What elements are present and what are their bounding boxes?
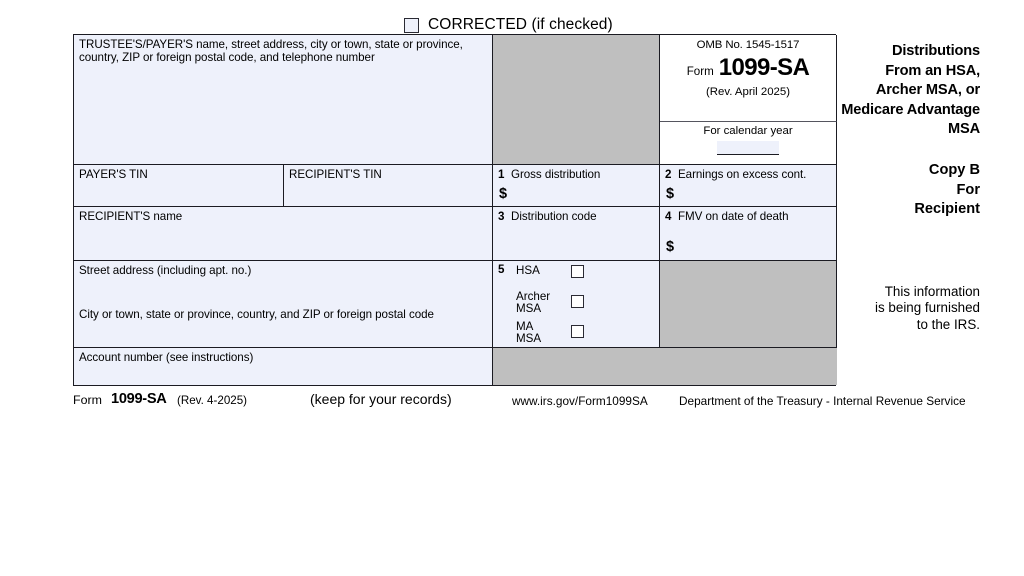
box-5-option-archer-msa[interactable] <box>516 291 646 316</box>
account-number-field[interactable] <box>74 347 493 385</box>
recipient-name-field[interactable] <box>74 206 493 260</box>
box-5-option-ma-msa[interactable] <box>516 321 646 346</box>
corrected-row <box>404 14 613 36</box>
form-grid <box>73 34 836 386</box>
box-4-label: FMV on date of death <box>678 210 789 223</box>
box-5-archer-checkbox[interactable] <box>571 295 584 308</box>
header-shaded-block <box>493 35 660 164</box>
box-2-currency: $ <box>666 186 675 202</box>
payer-name-address-value <box>74 65 492 71</box>
recipient-address-field[interactable] <box>74 260 493 347</box>
box-1-label: Gross distribution <box>511 168 601 181</box>
copy-b-line-2: For <box>956 181 980 198</box>
form-footer <box>73 390 980 408</box>
recipient-street-value <box>74 277 492 281</box>
box-5-number: 5 <box>498 263 505 276</box>
box-5-hsa-label-line1: HSA <box>516 264 540 277</box>
form-title-line-2: From an HSA, <box>885 62 980 79</box>
payer-tin-field[interactable] <box>74 164 284 206</box>
box-4-number: 4 <box>665 210 672 223</box>
box-5-archer-label-wrap <box>516 291 571 316</box>
payer-name-address-field[interactable] <box>74 35 493 164</box>
box-3-number: 3 <box>498 210 505 223</box>
form-title-line-1: Distributions <box>891 43 980 59</box>
box-5-ma-label-line1: MA <box>516 320 534 333</box>
form-title-line-5: MSA <box>948 121 980 137</box>
box-2-number: 2 <box>665 168 672 181</box>
box-5-archer-label-line2: MSA <box>516 302 542 316</box>
form-title-line-3: Archer MSA, or <box>875 82 980 98</box>
corrected-label: CORRECTED (if checked) <box>428 16 613 33</box>
payer-name-address-caption: TRUSTEE'S/PAYER'S name, street address, city or town, state or province, country, ZIP or foreign postal code, and telephone number <box>79 38 463 65</box>
box-2-label: Earnings on excess cont. <box>678 168 807 181</box>
box-5-option-hsa[interactable] <box>516 265 646 278</box>
form-number: 1099-SA <box>718 54 810 81</box>
footer-form-number: 1099-SA <box>111 391 167 407</box>
payer-tin-caption: PAYER'S TIN <box>79 168 148 181</box>
box-5-ma-checkbox[interactable] <box>571 325 584 338</box>
irs-furnish-line-3: to the IRS. <box>916 316 980 332</box>
box-5-ma-label-wrap <box>516 321 571 346</box>
irs-furnish-line-1: This information <box>884 284 980 299</box>
box-5-archer-label-line1: Archer <box>516 290 551 303</box>
copy-b-line-3: Recipient <box>914 201 980 217</box>
box-3-distribution-code[interactable] <box>493 206 660 260</box>
copy-b-line-1: Copy B <box>928 162 980 178</box>
footer-department: Department of the Treasury - Internal Revenue Service <box>679 394 966 408</box>
recipient-street-caption: Street address (including apt. no.) <box>79 264 252 277</box>
box-1-currency: $ <box>499 186 508 202</box>
recipient-city-caption: City or town, state or province, country, and ZIP or foreign postal code <box>79 308 434 321</box>
calendar-year-block <box>660 121 837 164</box>
box-3-caption <box>493 207 659 223</box>
corrected-checkbox[interactable] <box>404 18 419 33</box>
copy-b-block <box>836 161 980 220</box>
account-row-shaded-block <box>493 347 837 385</box>
omb-block <box>660 35 837 121</box>
box-5-shaded-block <box>660 260 837 347</box>
box-5-account-type[interactable] <box>493 260 660 347</box>
footer-keep-records: (keep for your records) <box>310 391 452 407</box>
form-identifier <box>660 51 836 80</box>
recipient-tin-value <box>284 181 492 185</box>
footer-form-word: Form <box>73 393 102 407</box>
omb-number: OMB No. 1545-1517 <box>696 39 800 51</box>
recipient-tin-caption: RECIPIENT'S TIN <box>289 168 382 181</box>
box-2-caption <box>660 165 836 181</box>
form-title-line-4: Medicare Advantage <box>841 101 980 118</box>
recipient-name-caption: RECIPIENT'S name <box>79 210 183 223</box>
box-1-number: 1 <box>498 168 505 181</box>
footer-form-revision: (Rev. 4-2025) <box>177 394 248 407</box>
box-4-fmv-date-of-death[interactable] <box>660 206 837 260</box>
footer-url[interactable]: www.irs.gov/Form1099SA <box>512 394 648 408</box>
form-revision: (Rev. April 2025) <box>706 86 790 98</box>
box-3-label: Distribution code <box>511 210 597 223</box>
calendar-year-input[interactable] <box>717 141 779 155</box>
recipient-tin-field[interactable] <box>284 164 493 206</box>
box-2-earnings-excess[interactable] <box>660 164 837 206</box>
account-number-value <box>74 364 492 369</box>
box-1-gross-distribution[interactable] <box>493 164 660 206</box>
calendar-year-label: For calendar year <box>703 125 793 137</box>
payer-tin-value <box>74 181 283 185</box>
box-5-hsa-label-wrap <box>516 265 571 277</box>
form-word: Form <box>686 65 714 78</box>
form-title-block <box>836 42 980 140</box>
copy-column <box>836 34 980 386</box>
box-5-hsa-checkbox[interactable] <box>571 265 584 278</box>
recipient-name-value <box>74 223 492 229</box>
account-number-caption: Account number (see instructions) <box>79 351 254 364</box>
box-5-ma-label-line2: MSA <box>516 332 542 346</box>
box-1-caption <box>493 165 659 181</box>
box-4-currency: $ <box>666 239 675 255</box>
box-4-caption <box>660 207 836 223</box>
irs-furnish-notice <box>836 284 980 333</box>
irs-furnish-line-2: is being furnished <box>875 300 980 316</box>
